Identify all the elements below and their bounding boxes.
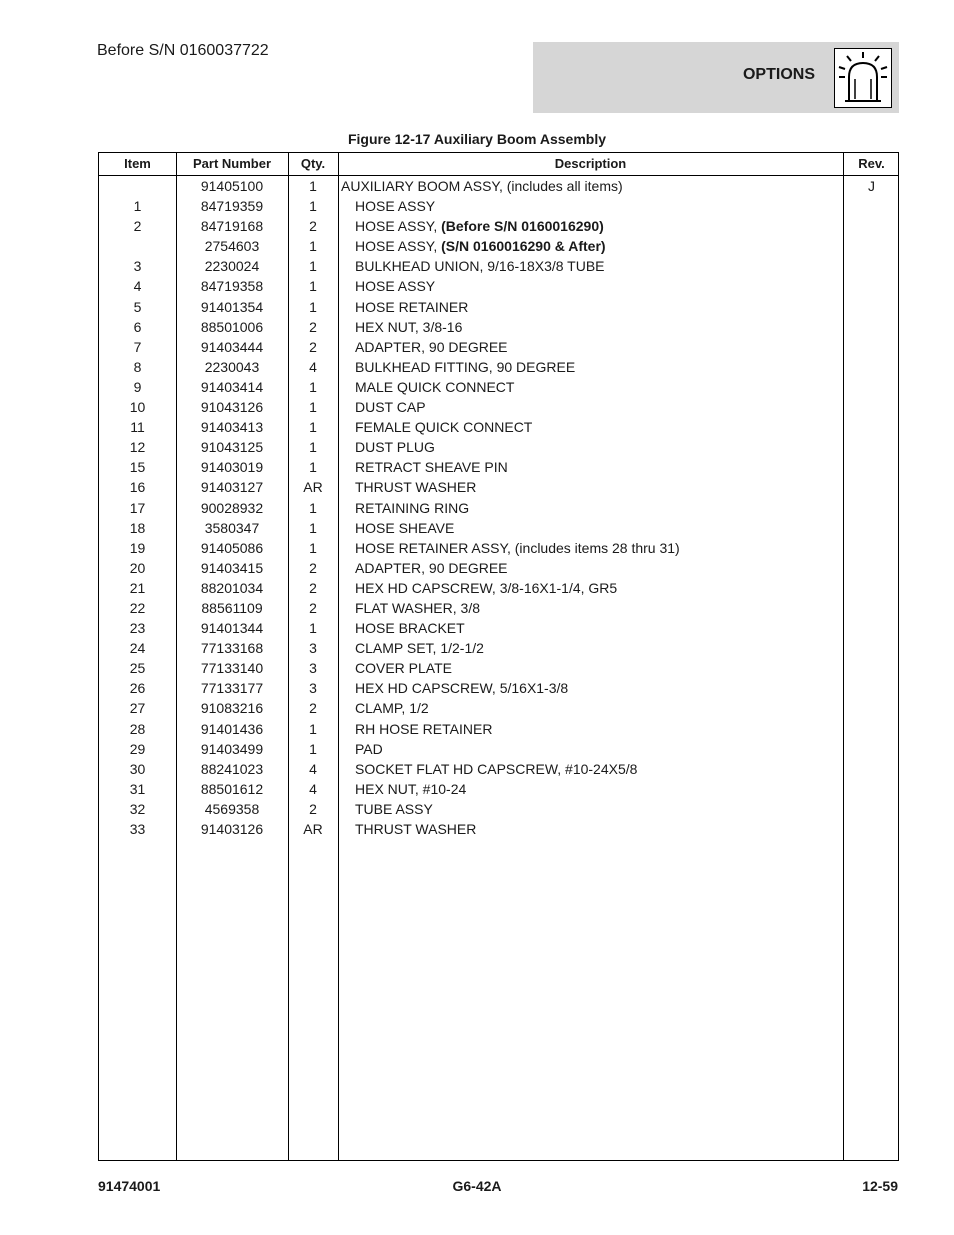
item-number: 19 [129, 539, 146, 556]
table-row [99, 457, 898, 477]
table-row [99, 337, 898, 357]
table-row [99, 518, 898, 538]
part-number: 91405100 [200, 178, 264, 194]
item-number: 30 [129, 760, 146, 777]
table-row [99, 598, 898, 618]
quantity: 1 [309, 378, 317, 395]
quantity: 1 [309, 459, 317, 476]
part-number: 88201034 [200, 579, 264, 596]
quantity: 1 [309, 278, 317, 295]
table-row [99, 256, 898, 276]
part-number: 77133168 [200, 640, 264, 657]
description-text: HOSE SHEAVE [355, 519, 455, 536]
footer-doc-number: 91474001 [98, 1178, 161, 1194]
table-row [99, 276, 898, 296]
part-number: 88501612 [200, 780, 264, 797]
item-number: 17 [129, 499, 146, 516]
item-number: 27 [129, 700, 146, 717]
description [355, 337, 508, 357]
quantity: 2 [309, 579, 317, 596]
description-text: HOSE BRACKET [355, 620, 465, 637]
section-tab [533, 42, 899, 113]
description-text: ADAPTER, 90 DEGREE [355, 338, 508, 355]
description-text: HOSE ASSY [355, 278, 436, 295]
description [355, 417, 532, 437]
table-row [99, 538, 898, 558]
part-number: 90028932 [200, 499, 264, 516]
quantity: 4 [309, 760, 317, 777]
item-number: 7 [133, 338, 142, 355]
item-number: 6 [133, 318, 142, 335]
item-number: 11 [130, 419, 145, 436]
description [355, 437, 435, 457]
item-number: 3 [133, 258, 142, 275]
item-number: 31 [129, 780, 146, 797]
part-number: 3580347 [204, 519, 260, 536]
description [355, 799, 433, 819]
table-row [99, 799, 898, 819]
item-number: 32 [129, 800, 146, 817]
description-text: SOCKET FLAT HD CAPSCREW, #10-24X5/8 [355, 760, 638, 777]
description-text: FLAT WASHER, 3/8 [355, 599, 480, 616]
description [355, 477, 476, 497]
quantity: 2 [309, 218, 317, 235]
item-number: 10 [129, 399, 146, 416]
footer-page-number: 12-59 [862, 1178, 898, 1194]
description-text: DUST CAP [355, 399, 426, 416]
description [355, 638, 484, 658]
description [355, 819, 476, 839]
part-number: 91405086 [200, 539, 264, 556]
description [355, 397, 426, 417]
description [355, 759, 637, 779]
quantity: 3 [309, 680, 317, 697]
description [355, 457, 508, 477]
description-text: DUST PLUG [355, 439, 435, 456]
description-text: THRUST WASHER [355, 479, 477, 496]
item-number: 8 [133, 358, 142, 375]
description [355, 196, 435, 216]
description-text: ADAPTER, 90 DEGREE [355, 559, 508, 576]
part-number: 91403499 [200, 740, 264, 757]
item-number: 25 [129, 660, 146, 677]
table-row [99, 638, 898, 658]
quantity: 1 [309, 499, 317, 516]
header-description: Description [554, 156, 627, 171]
description-text: COVER PLATE [355, 660, 452, 677]
header-part-number: Part Number [192, 156, 272, 171]
part-number: 91083216 [200, 700, 264, 717]
item-number: 16 [129, 479, 146, 496]
item-number: 2 [133, 218, 142, 235]
quantity: 4 [309, 358, 317, 375]
description [355, 658, 452, 678]
part-number: 77133140 [200, 660, 264, 677]
table-row [99, 618, 898, 638]
part-number: 91043125 [200, 439, 264, 456]
part-number: 91403413 [200, 419, 264, 436]
table-row [99, 658, 898, 678]
item-number: 33 [129, 821, 146, 837]
quantity: 1 [309, 620, 317, 637]
footer-model: G6-42A [452, 1178, 502, 1194]
description-text: FEMALE QUICK CONNECT [355, 419, 533, 436]
item-number: 4 [133, 278, 142, 295]
part-number: 84719359 [200, 198, 264, 215]
table-row [99, 819, 898, 839]
part-number: 91403415 [200, 559, 264, 576]
table-row [99, 558, 898, 578]
table-row [99, 417, 898, 437]
description-text: HOSE RETAINER [355, 298, 469, 315]
quantity: 1 [309, 399, 317, 416]
quantity: 1 [309, 238, 317, 255]
description [355, 558, 508, 578]
item-number: 1 [133, 198, 142, 215]
part-number: 88501006 [200, 318, 264, 335]
part-number: 91401436 [200, 720, 264, 737]
description [355, 256, 605, 276]
table-row [99, 578, 898, 598]
description-text: THRUST WASHER [355, 821, 477, 837]
item-number: 21 [129, 579, 146, 596]
part-number: 91403126 [200, 821, 264, 837]
quantity: 2 [309, 318, 317, 335]
description [341, 176, 623, 196]
parts-rows [99, 176, 898, 839]
description [355, 779, 466, 799]
quantity: 1 [309, 178, 317, 194]
item-number: 12 [129, 439, 146, 456]
quantity: 1 [309, 539, 317, 556]
description-text: BULKHEAD UNION, 9/16-18X3/8 TUBE [355, 258, 605, 275]
part-number: 91403414 [200, 378, 264, 395]
item-number: 9 [133, 378, 142, 395]
item-number: 5 [133, 298, 142, 315]
description-text: CLAMP SET, 1/2-1/2 [355, 640, 484, 657]
part-number: 88561109 [201, 599, 263, 616]
quantity: 1 [309, 720, 317, 737]
table-row [99, 297, 898, 317]
description-text: RETRACT SHEAVE PIN [355, 459, 508, 476]
quantity: 3 [309, 660, 317, 677]
description-text: HOSE ASSY, [355, 218, 442, 235]
part-number: 2754603 [204, 238, 260, 255]
description-text: BULKHEAD FITTING, 90 DEGREE [355, 358, 576, 375]
quantity: 1 [309, 439, 317, 456]
quantity: 1 [309, 519, 317, 536]
quantity: AR [303, 479, 323, 496]
quantity: 2 [309, 338, 317, 355]
header-item: Item [124, 156, 151, 171]
description-text: HEX NUT, #10-24 [355, 780, 467, 797]
description-serial-note: (S/N 0160016290 & After) [441, 238, 606, 255]
item-number: 15 [129, 459, 146, 476]
header-qty: Qty. [300, 156, 326, 171]
description [355, 538, 680, 558]
lamp-icon [834, 48, 892, 108]
description-text: HOSE ASSY [355, 198, 436, 215]
quantity: 1 [309, 198, 317, 215]
table-row [99, 719, 898, 739]
quantity: 4 [309, 780, 317, 797]
description-text: HEX NUT, 3/8-16 [355, 318, 463, 335]
item-number: 29 [129, 740, 146, 757]
serial-note: Before S/N 0160037722 [97, 42, 269, 59]
description [355, 377, 514, 397]
table-row [99, 377, 898, 397]
table-row [99, 196, 898, 216]
description [355, 317, 462, 337]
description [355, 297, 468, 317]
quantity: 2 [309, 599, 317, 616]
quantity: 1 [309, 298, 317, 315]
description [355, 739, 383, 759]
description-text: HOSE RETAINER ASSY, (includes items 28 thru 31) [355, 539, 680, 556]
description-text: HEX HD CAPSCREW, 5/16X1-3/8 [355, 680, 569, 697]
table-row [99, 397, 898, 417]
description-text: RETAINING RING [355, 499, 470, 516]
item-number: 18 [129, 519, 146, 536]
description-text: TUBE ASSY [355, 800, 433, 817]
part-number: 2230043 [204, 358, 260, 375]
description [355, 598, 480, 618]
table-row [99, 678, 898, 698]
revision: J [868, 178, 875, 194]
part-number: 84719168 [200, 218, 264, 235]
parts-table [98, 152, 899, 1161]
quantity: 3 [309, 640, 317, 657]
table-row [99, 477, 898, 497]
description-text: PAD [355, 740, 383, 757]
description [355, 216, 604, 236]
item-number: 20 [129, 559, 146, 576]
table-row [99, 317, 898, 337]
quantity: 1 [309, 258, 317, 275]
part-number: 84719358 [200, 278, 264, 295]
table-row [99, 357, 898, 377]
description-text: HEX HD CAPSCREW, 3/8-16X1-1/4, GR5 [355, 579, 618, 596]
part-number: 77133177 [200, 680, 264, 697]
item-number: 28 [129, 720, 146, 737]
table-row [99, 437, 898, 457]
part-number: 91403019 [200, 459, 264, 476]
description-text: HOSE ASSY, [355, 238, 442, 255]
part-number: 91043126 [200, 399, 264, 416]
description-text: RH HOSE RETAINER [355, 720, 493, 737]
quantity: 1 [309, 740, 317, 757]
table-row [99, 739, 898, 759]
item-number: 24 [129, 640, 146, 657]
description-text: CLAMP, 1/2 [355, 700, 429, 717]
section-label: OPTIONS [742, 66, 815, 83]
table-row [99, 236, 898, 256]
item-number: 23 [129, 620, 146, 637]
description [355, 498, 469, 518]
description [355, 276, 435, 296]
part-number: 91403127 [200, 479, 264, 496]
quantity: 2 [309, 800, 317, 817]
table-row [99, 759, 898, 779]
quantity: AR [303, 821, 323, 837]
quantity: 2 [309, 700, 317, 717]
description [355, 618, 465, 638]
item-number: 22 [129, 599, 146, 616]
description [355, 236, 606, 256]
table-row [99, 698, 898, 718]
table-row [99, 216, 898, 236]
part-number: 4569358 [204, 800, 260, 817]
part-number: 2230024 [204, 258, 260, 275]
description [355, 719, 492, 739]
description-text: MALE QUICK CONNECT [355, 378, 515, 395]
figure-title: Figure 12-17 Auxiliary Boom Assembly [347, 131, 607, 147]
description [355, 698, 429, 718]
quantity: 1 [309, 419, 317, 436]
table-row [99, 498, 898, 518]
description [355, 518, 454, 538]
description-text: AUXILIARY BOOM ASSY, (includes all items) [341, 178, 623, 194]
description-serial-note: (Before S/N 0160016290) [441, 218, 604, 235]
part-number: 91401344 [200, 620, 264, 637]
part-number: 91403444 [200, 338, 264, 355]
quantity: 2 [309, 559, 317, 576]
description [355, 357, 575, 377]
description [355, 578, 617, 598]
header-rev: Rev. [858, 156, 885, 171]
item-number: 26 [129, 680, 146, 697]
part-number: 91401354 [200, 298, 264, 315]
part-number: 88241023 [200, 760, 264, 777]
description [355, 678, 568, 698]
table-row [99, 779, 898, 799]
table-row [99, 176, 898, 196]
